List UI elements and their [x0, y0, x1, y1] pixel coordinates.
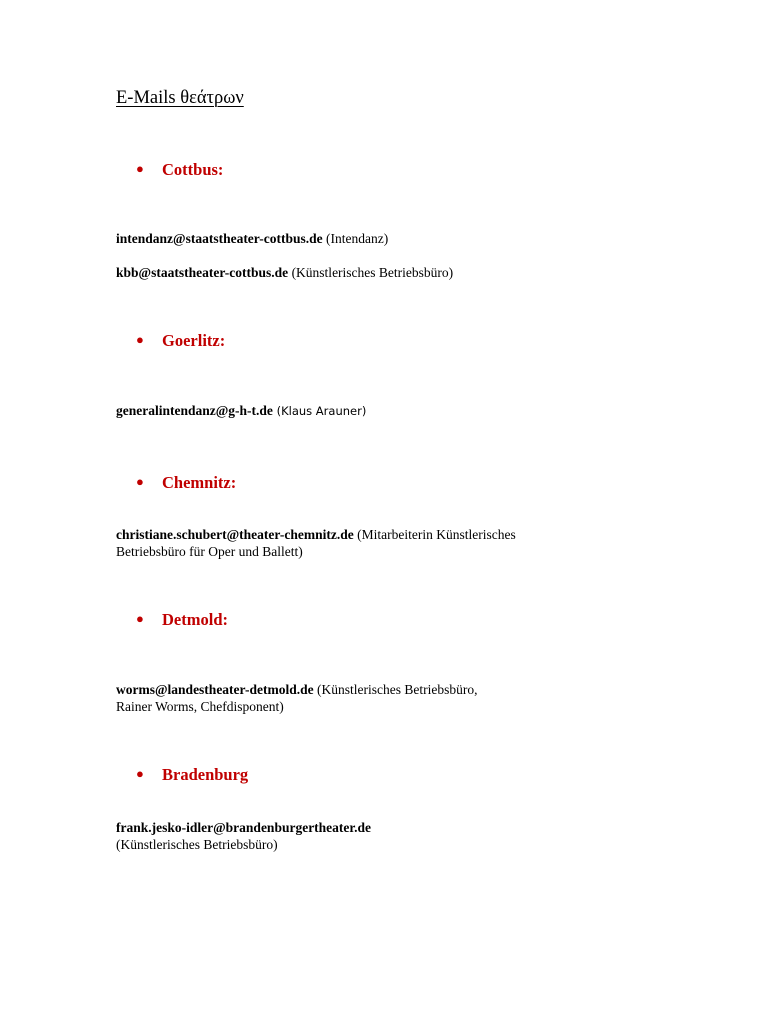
email-address[interactable]: frank.jesko-idler@brandenburgertheater.de	[116, 820, 372, 835]
email-address[interactable]: generalintendanz@g-h-t.de	[116, 403, 273, 418]
section-heading-goerlitz	[136, 331, 225, 351]
bullet-icon: ●	[136, 611, 144, 626]
section-heading-chemnitz	[136, 473, 236, 493]
email-address[interactable]: christiane.schubert@theater-chemnitz.de	[116, 527, 354, 542]
section-heading-bradenburg	[136, 765, 248, 785]
email-entry	[116, 526, 516, 560]
section-heading-detmold	[136, 610, 228, 630]
page-title: E-Mails θεάτρων	[116, 88, 244, 108]
section-heading-label: Detmold:	[162, 610, 228, 629]
email-note: (Künstlerisches Betriebsbüro,	[313, 682, 478, 697]
section-heading-label: Cottbus:	[162, 160, 224, 179]
email-entry	[116, 264, 453, 281]
bullet-icon: ●	[136, 332, 144, 347]
email-note-continued: Rainer Worms, Chefdisponent)	[116, 699, 284, 714]
email-entry	[116, 681, 478, 715]
email-entry	[116, 402, 366, 420]
section-heading-cottbus	[136, 160, 223, 180]
section-heading-label: Goerlitz:	[162, 331, 226, 350]
bullet-icon: ●	[136, 474, 144, 489]
email-address[interactable]: intendanz@staatstheater-cottbus.de	[116, 231, 323, 246]
email-note: (Intendanz)	[322, 231, 389, 246]
email-note: (Klaus Arauner)	[272, 404, 367, 418]
email-address[interactable]: kbb@staatstheater-cottbus.de	[116, 265, 289, 280]
email-entry	[116, 819, 371, 853]
email-note-continued: (Künstlerisches Betriebsbüro)	[116, 837, 278, 852]
bullet-icon: ●	[136, 766, 144, 781]
section-heading-label: Bradenburg	[162, 765, 249, 784]
email-note: (Mitarbeiterin Künstlerisches	[353, 527, 516, 542]
email-note: (Künstlerisches Betriebsbüro)	[288, 265, 454, 280]
section-heading-label: Chemnitz:	[162, 473, 237, 492]
bullet-icon: ●	[136, 161, 144, 176]
email-address[interactable]: worms@landestheater-detmold.de	[116, 682, 314, 697]
email-entry	[116, 230, 388, 247]
email-note-continued: Betriebsbüro für Oper und Ballett)	[116, 544, 303, 559]
